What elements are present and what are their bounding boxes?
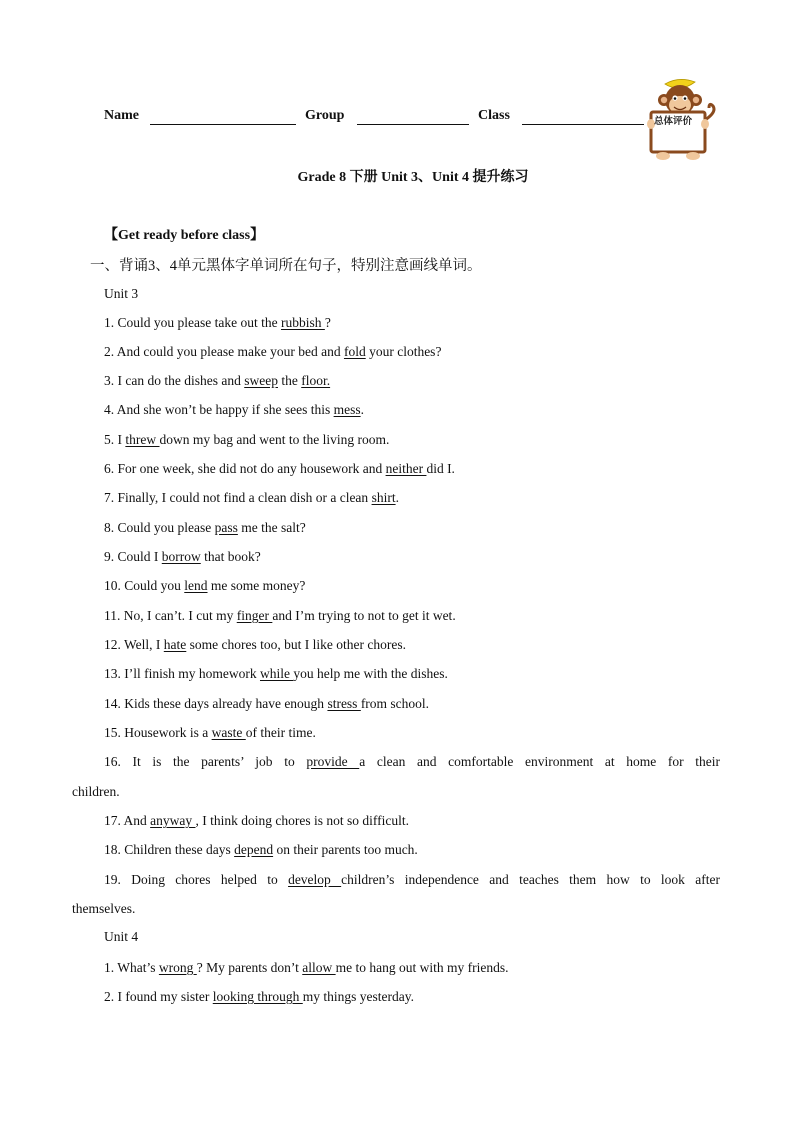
group-label: Group [305,108,345,123]
sentence: 7. Finally, I could not find a clean dish or a clean shirt. [104,490,399,505]
worksheet-title: Grade 8 下册 Unit 3、Unit 4 提升练习 [297,170,529,185]
key-word: mess [333,402,361,417]
key-word: stress [327,696,361,711]
key-word: borrow [161,549,201,564]
key-word: finger [236,608,273,623]
key-word: allow [302,960,336,975]
key-word: while [259,666,294,681]
key-word: anyway [150,813,196,828]
sentence: 18. Children these days depend on their parents too much. [104,842,418,857]
key-word: lend [184,578,208,593]
key-word: fold [343,344,366,359]
unit3-label: Unit 3 [104,286,139,301]
class-label: Class [478,108,510,123]
name-label: Name [104,108,139,123]
key-word: develop [288,872,342,887]
sentence: 1. What’s wrong ? My parents don’t allow me to hang out with my friends. [104,960,509,975]
sentence: 2. I found my sister looking through my things yesterday. [104,989,414,1004]
key-word: looking through [212,989,303,1004]
sentence: 6. For one week, she did not do any housework and neither did I. [104,461,455,476]
key-word: threw [125,432,160,447]
key-word: provide [306,754,360,769]
sentence: 8. Could you please pass me the salt? [104,520,306,535]
key-word: depend [234,842,274,857]
sentence: 4. And she won’t be happy if she sees this mess. [104,402,364,417]
sentence: 13. I’ll finish my homework while you help me with the dishes. [104,666,448,681]
sentence: 9. Could I borrow that book? [104,549,261,564]
sentence: 5. I threw down my bag and went to the living room. [104,432,390,447]
key-word: rubbish [280,315,325,330]
key-word: hate [163,637,187,652]
instruction-text: 一、背诵3、4单元黑体字单词所在句子，特别注意画线单词。 [90,258,482,274]
key-word: wrong [158,960,197,975]
section-heading: 【Get ready before class】 [104,228,265,243]
name-blank[interactable] [150,124,296,125]
sentence: 1. Could you please take out the rubbish ? [104,315,331,330]
key-word: floor. [301,373,331,388]
sentence: 10. Could you lend me some money? [104,578,306,593]
sentence: 19. Doing chores helped to develop children’s independence and teaches them how to look after [104,872,720,887]
key-word: waste [211,725,246,740]
class-blank[interactable] [522,124,644,125]
key-word: sweep [244,373,278,388]
key-word: pass [214,520,238,535]
sentence: 12. Well, I hate some chores too, but I like other chores. [104,637,406,652]
sentence: 15. Housework is a waste of their time. [104,725,316,740]
sentence: 17. And anyway , I think doing chores is not so difficult. [104,813,409,828]
sentence-continuation: children. [72,784,120,799]
key-word: neither [385,461,427,476]
group-blank[interactable] [357,124,469,125]
sentence: 3. I can do the dishes and sweep the floor. [104,373,331,388]
badge-text: 总体评价 [654,116,693,127]
key-word: shirt [371,490,396,505]
sentence: 14. Kids these days already have enough stress from school. [104,696,430,711]
sentence-continuation: themselves. [72,901,136,916]
unit4-label: Unit 4 [104,929,139,944]
sentence: 16. It is the parents’ job to provide a clean and comfortable environment at home for their [104,754,720,769]
sentence: 11. No, I can’t. I cut my finger and I’m trying to not to get it wet. [104,608,456,623]
sentence: 2. And could you please make your bed and fold your clothes? [104,344,442,359]
